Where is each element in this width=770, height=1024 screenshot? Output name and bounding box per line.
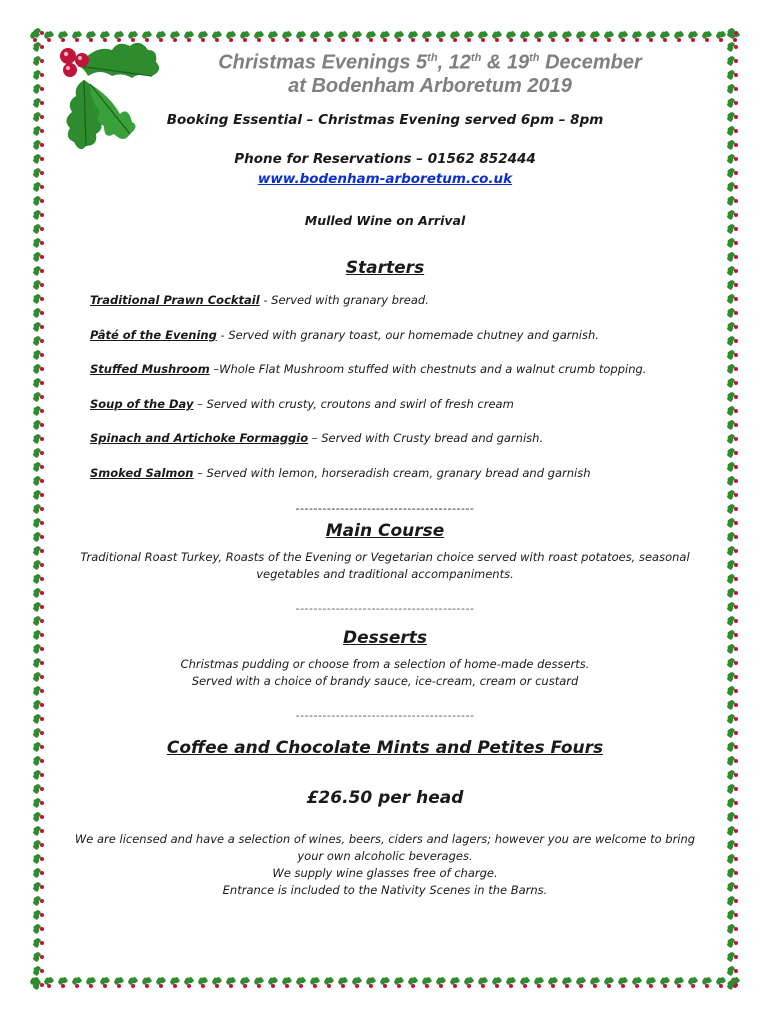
holly-border-bottom <box>28 972 742 992</box>
main-course-heading: Main Course <box>325 521 445 541</box>
desserts-description: Christmas pudding or choose from a selection of home-made desserts. Served with a choice of brandy sauce, ice-cream, cream or custard <box>180 657 590 688</box>
page-title: Christmas Evenings 5th, 12th & 19th December at Bodenham Arboretum 2019 <box>218 51 642 97</box>
starter-item: Traditional Prawn Cocktail - Served with granary bread. <box>90 293 429 307</box>
starter-item: Spinach and Artichoke Formaggio – Served with Crusty bread and garnish. <box>90 431 544 445</box>
main-course-description: Traditional Roast Turkey, Roasts of the Evening or Vegetarian choice served with roast potatoes, seasonal vegetables and traditional accompaniments. <box>80 550 690 581</box>
starters-heading: Starters <box>345 258 425 278</box>
starter-item: Stuffed Mushroom –Whole Flat Mushroom stuffed with chestnuts and a walnut crumb topping. <box>90 362 647 376</box>
section-divider: ---------------------------------------- <box>295 502 475 515</box>
footer-notes: We are licensed and have a selection of wines, beers, ciders and lagers; however you are welcome to bring your own alcoholic beverages. We supply wine glasses free of charge. Entrance is included to the Nativity Scenes in the Barns. <box>74 832 696 897</box>
starter-item: Pâté of the Evening - Served with granary toast, our homemade chutney and garnish. <box>90 328 599 342</box>
starter-item: Soup of the Day – Served with crusty, croutons and swirl of fresh cream <box>90 397 514 411</box>
section-divider: ---------------------------------------- <box>295 602 475 615</box>
starter-item: Smoked Salmon – Served with lemon, horseradish cream, granary bread and garnish <box>90 466 591 480</box>
website-link[interactable]: www.bodenham-arboretum.co.uk <box>257 171 513 187</box>
phone-info: Phone for Reservations – 01562 852444 <box>234 151 536 167</box>
section-divider: ---------------------------------------- <box>295 709 475 722</box>
booking-info: Booking Essential – Christmas Evening served 6pm – 8pm <box>166 112 604 128</box>
desserts-heading: Desserts <box>342 628 428 648</box>
price-per-head: £26.50 per head <box>306 788 464 808</box>
coffee-heading: Coffee and Chocolate Mints and Petites Fours <box>166 738 604 758</box>
holly-sprig-icon <box>40 36 170 161</box>
page-subtitle: at Bodenham Arboretum 2019 <box>288 74 572 97</box>
mulled-wine-note: Mulled Wine on Arrival <box>304 213 466 228</box>
